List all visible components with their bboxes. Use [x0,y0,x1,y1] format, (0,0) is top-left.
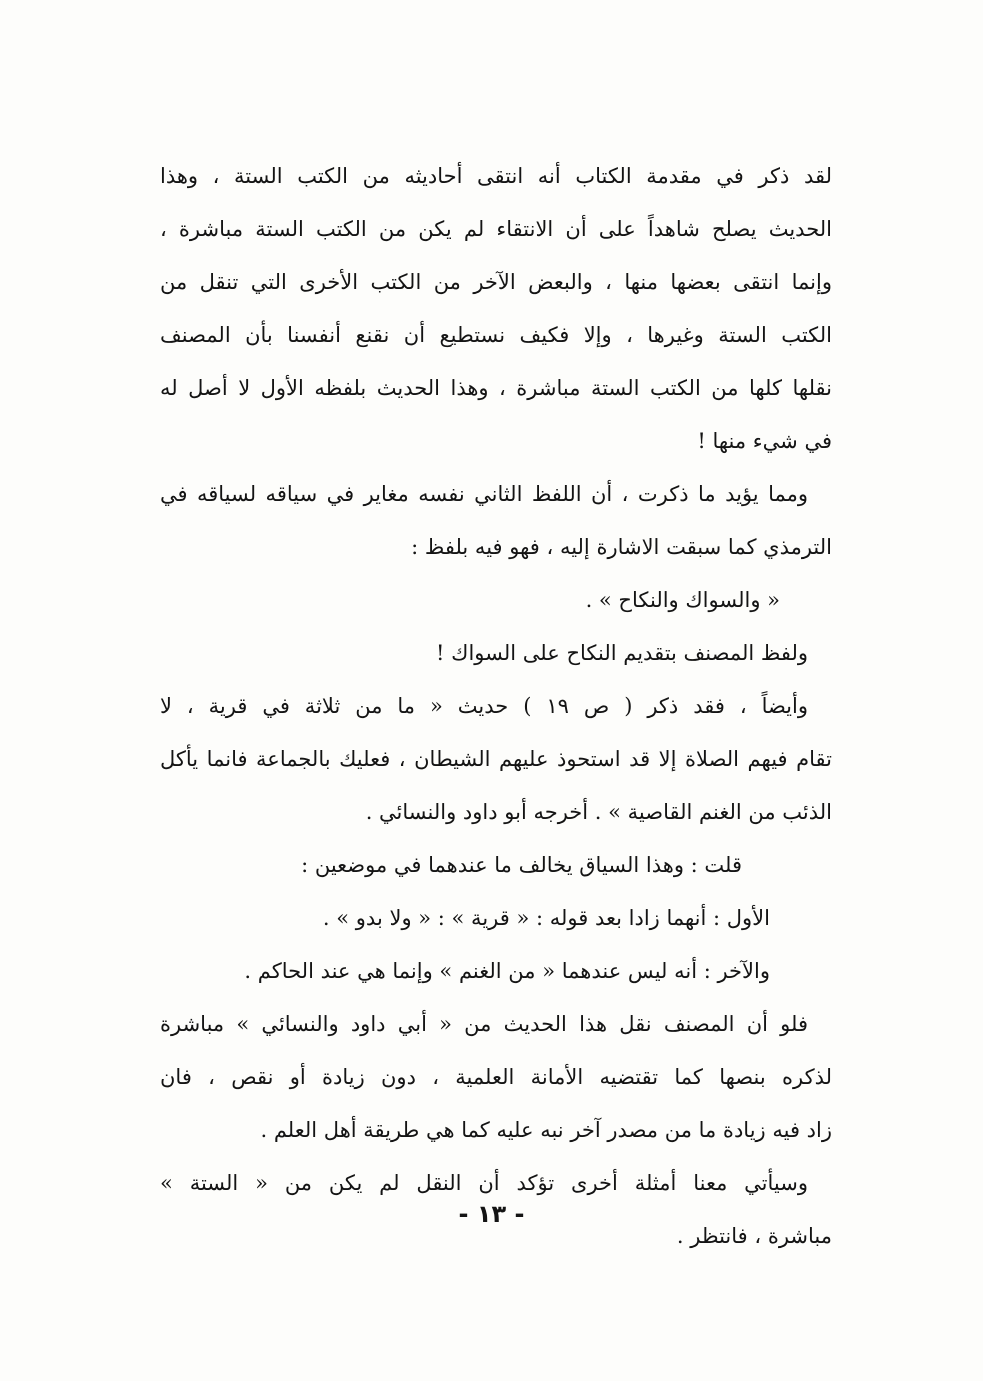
text-line: زاد فيه زيادة ما من مصدر آخر نبه عليه كما هي طريقة أهل العلم . [260,1118,832,1142]
text-line: فلو أن المصنف نقل هذا الحديث من « أبي داود والنسائي » مباشرة [160,1012,808,1036]
text-line: « والسواك والنكاح » . [585,588,780,612]
text-line: نقلها كلها من الكتب الستة مباشرة ، وهذا الحديث بلفظه الأول لا أصل له [160,376,832,400]
page-number: - ١٣ - [458,1200,525,1228]
text-line: الأول : أنهما زادا بعد قوله : « قرية » : « ولا بدو » . [322,906,770,930]
text-line: قلت : وهذا السياق يخالف ما عندهما في موضعين : [301,853,742,877]
body-text [160,150,832,1263]
text-line: ولفظ المصنف بتقديم النكاح على السواك ! [436,641,808,665]
text-line: وسيأتي معنا أمثلة أخرى تؤكد أن النقل لم يكن من « الستة » [160,1171,808,1195]
text-line: ومما يؤيد ما ذكرت ، أن اللفظ الثاني نفسه مغاير في سياقه لسياقه في [160,482,808,506]
text-line: الذئب من الغنم القاصية » . أخرجه أبو داود والنسائي . [365,800,832,824]
text-line: وأيضاً ، فقد ذكر ( ص ١٩ ) حديث « ما من ثلاثة في قرية ، لا [160,694,809,718]
text-line: في شيء منها ! [697,429,832,453]
text-line: لقد ذكر في مقدمة الكتاب أنه انتقى أحاديثه من الكتب الستة ، وهذا [160,164,832,188]
text-line: الترمذي كما سبقت الاشارة إليه ، فهو فيه بلفظ : [411,535,832,559]
text-line: والآخر : أنه ليس عندهما « من الغنم » وإنما هي عند الحاكم . [244,959,770,983]
text-line: لذكره بنصها كما تقتضيه الأمانة العلمية ، دون زيادة أو نقص ، فان [160,1065,832,1089]
text-line: مباشرة ، فانتظر . [676,1224,832,1248]
text-line: تقام فيهم الصلاة إلا قد استحوذ عليهم الشيطان ، فعليك بالجماعة فانما يأكل [160,747,832,771]
text-line: الحديث يصلح شاهداً على أن الانتقاء لم يكن من الكتب الستة مباشرة ، [160,217,832,241]
text-line: وإنما انتقى بعضها منها ، والبعض الآخر من الكتب الأخرى التي تنقل من [160,270,832,294]
text-line: الكتب الستة وغيرها ، وإلا فكيف نستطيع أن نقنع أنفسنا بأن المصنف [160,323,832,347]
